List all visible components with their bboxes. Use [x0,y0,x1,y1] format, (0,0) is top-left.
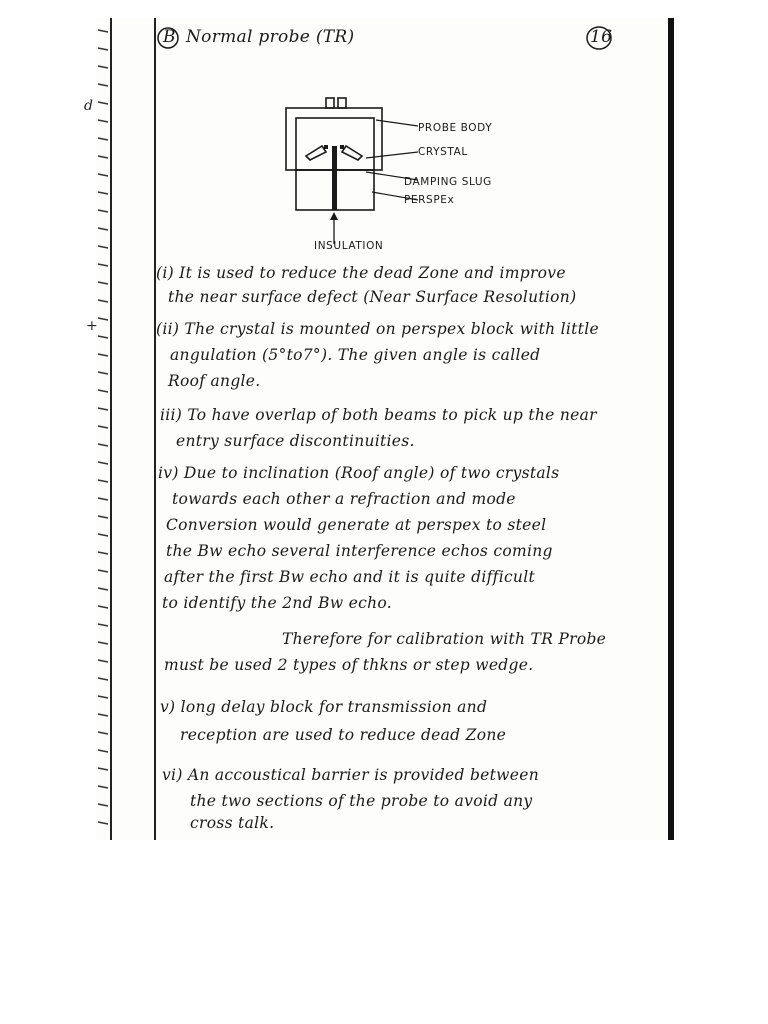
note-line: reception are used to reduce dead Zone [180,726,507,744]
note-line: (ii) The crystal is mounted on perspex block with little [156,320,599,338]
margin-scribble: d [84,98,93,114]
notebook-page [84,18,678,840]
note-line: the two sections of the probe to avoid any [190,792,533,810]
note-line: cross talk. [190,814,275,832]
label-crystal: CRYSTAL [418,146,468,158]
note-line: towards each other a refraction and mode [172,490,516,508]
note-line: Conversion would generate at perspex to steel [166,516,547,534]
note-line: vi) An accoustical barrier is provided between [162,766,539,784]
label-damping-slug: DAMPING SLUG [404,176,492,188]
spiral-binding [96,18,112,840]
page-edge [668,18,674,840]
binding-ticks [96,18,110,840]
note-line: iv) Due to inclination (Roof angle) of two crystals [158,464,560,482]
note-line: Roof angle. [168,372,261,390]
note-line: entry surface discontinuities. [176,432,415,450]
note-line: v) long delay block for transmission and [160,698,488,716]
note-line: the Bw echo several interference echos coming [166,542,553,560]
page-title: Normal probe (TR) [186,27,355,47]
label-perspex: PERSPEx [404,194,455,206]
label-probe-body: PROBE BODY [418,122,493,134]
page-number: 16 [590,27,613,47]
margin-rule [154,18,156,840]
note-line: angulation (5°to7°). The given angle is called [170,346,541,364]
note-line: the near surface defect (Near Surface Resolution) [168,288,577,306]
note-line: to identify the 2nd Bw echo. [162,594,392,612]
note-line: iii) To have overlap of both beams to pick up the near [160,406,597,424]
margin-scribble: + [86,318,98,334]
note-line: after the first Bw echo and it is quite difficult [164,568,535,586]
note-line: (i) It is used to reduce the dead Zone and improve [156,264,566,282]
note-line: Therefore for calibration with TR Probe [282,630,607,648]
note-line: must be used 2 types of thkns or step wedge. [164,656,534,674]
section-badge: B [163,27,176,47]
label-insulation: INSULATION [314,240,384,252]
